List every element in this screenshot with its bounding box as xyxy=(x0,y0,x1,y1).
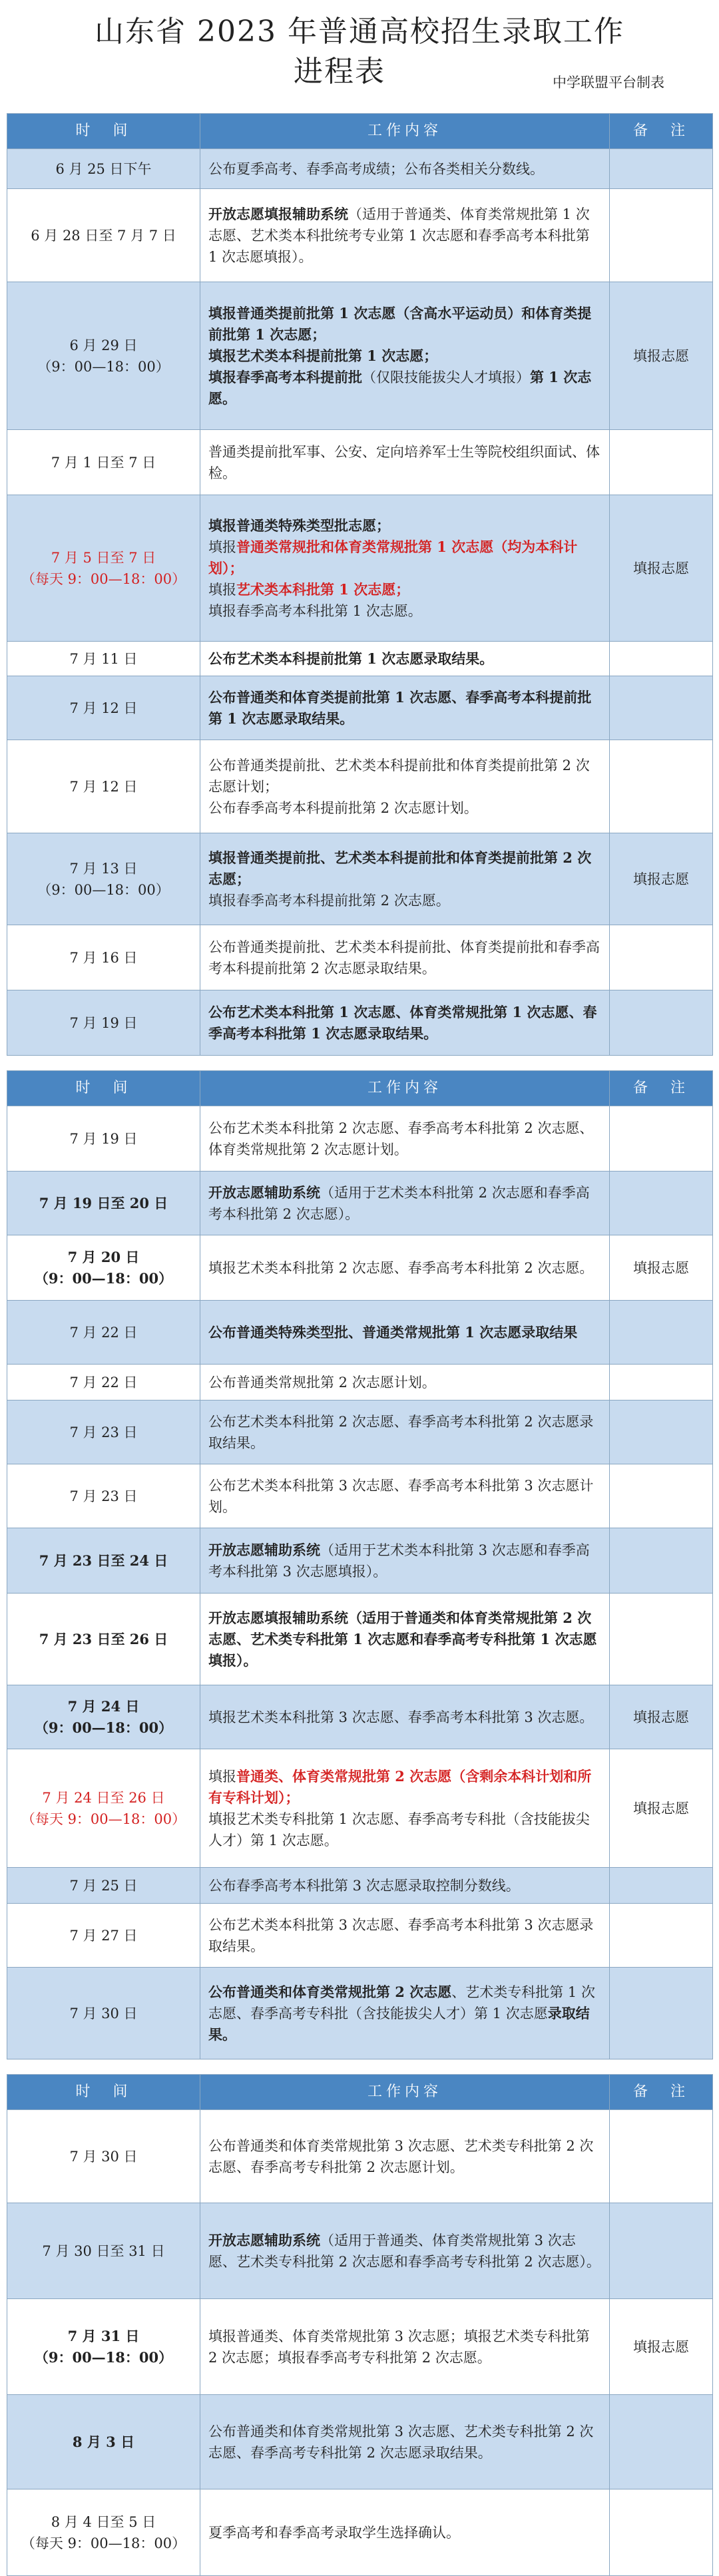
time-text: （每天 9：00—18：00） xyxy=(21,1811,186,1827)
cell-content xyxy=(200,282,610,430)
cell-time xyxy=(7,1301,200,1365)
cell-content xyxy=(200,833,610,925)
content-paragraph xyxy=(208,2135,601,2178)
content-text: 填报艺术类专科批第 1 次志愿、春季高考专科批（含技能拔尖人才）第 1 次志愿。 xyxy=(208,1811,590,1848)
content-text: 填报艺术类本科提前批第 1 次志愿； xyxy=(208,347,438,364)
cell-content xyxy=(200,1235,610,1301)
time-text: 7 月 11 日 xyxy=(69,650,138,667)
table-row xyxy=(7,2489,713,2576)
table-row xyxy=(7,1528,713,1594)
cell-time xyxy=(7,189,200,282)
content-paragraph xyxy=(208,537,601,579)
content-text: 公布艺术类本科批第 2 次志愿、春季高考本科批第 2 次志愿、体育类常规批第 2 次志愿计划。 xyxy=(208,1120,594,1158)
content-paragraph xyxy=(208,1914,601,1957)
cell-note xyxy=(610,189,713,282)
cell-note xyxy=(610,1904,713,1968)
content-text: 公布春季高考本科批第 3 次志愿录取控制分数线。 xyxy=(208,1877,520,1894)
time-text: 8 月 4 日至 5 日 xyxy=(51,2513,156,2530)
table-header-row xyxy=(7,114,713,149)
cell-note xyxy=(610,740,713,833)
table-row xyxy=(7,1594,713,1685)
content-text: （适用于普通类、体育类常规批第 1 次志愿、艺术类本科批统考专业第 1 次志愿和春季高考本科批第 1 次志愿填报）。 xyxy=(208,206,590,265)
content-paragraph xyxy=(208,1809,601,1851)
cell-note xyxy=(610,1400,713,1464)
cell-time xyxy=(7,2395,200,2489)
schedule-table xyxy=(7,1070,713,2059)
content-text: 公布艺术类本科批第 3 次志愿、春季高考本科批第 3 次志愿录取结果。 xyxy=(208,1916,594,1954)
table-row xyxy=(7,642,713,676)
cell-content xyxy=(200,990,610,1056)
time-text: 8 月 3 日 xyxy=(72,2433,135,2450)
content-paragraph xyxy=(208,937,601,979)
cell-content xyxy=(200,925,610,990)
cell-note xyxy=(610,1968,713,2059)
cell-note xyxy=(610,2110,713,2203)
table-header-row xyxy=(7,1071,713,1106)
cell-content xyxy=(200,1464,610,1528)
cell-time xyxy=(7,642,200,676)
cell-note xyxy=(610,2395,713,2489)
content-paragraph xyxy=(208,890,601,911)
cell-content xyxy=(200,495,610,642)
cell-note: 填报志愿 xyxy=(610,1685,713,1749)
column-header-note: 备 注 xyxy=(610,2075,713,2110)
content-text: 普通类提前批军事、公安、定向培养军士生等院校组织面试、体检。 xyxy=(208,443,600,481)
cell-note xyxy=(610,1594,713,1685)
content-paragraph xyxy=(208,1766,601,1809)
content-text: 公布普通类常规批第 2 次志愿计划。 xyxy=(208,1374,436,1391)
table-row xyxy=(7,495,713,642)
cell-time xyxy=(7,1464,200,1528)
table-row xyxy=(7,1685,713,1749)
content-paragraph xyxy=(208,441,601,484)
cell-time xyxy=(7,990,200,1056)
content-paragraph xyxy=(208,158,601,180)
time-text: 7 月 30 日 xyxy=(69,2148,138,2165)
content-paragraph xyxy=(208,1182,601,1225)
document-header xyxy=(0,0,719,113)
table-row xyxy=(7,1464,713,1528)
content-paragraph xyxy=(208,648,601,670)
content-text: 填报 xyxy=(208,538,236,555)
time-text: 7 月 19 日至 20 日 xyxy=(39,1194,168,1211)
cell-note xyxy=(610,925,713,990)
time-text: 7 月 16 日 xyxy=(69,949,138,966)
content-text: 填报普通类、体育类常规批第 3 次志愿；填报艺术类专科批第 2 次志愿；填报春季高考专科批第 2 次志愿。 xyxy=(208,2328,590,2366)
content-text: 填报艺术类本科批第 3 次志愿、春季高考本科批第 3 次志愿。 xyxy=(208,1709,594,1725)
content-text: 公布普通类和体育类常规批第 3 次志愿、艺术类专科批第 2 次志愿、春季高考专科批第 2 次志愿录取结果。 xyxy=(208,2423,594,2461)
content-paragraph xyxy=(208,204,601,268)
content-paragraph xyxy=(208,1475,601,1518)
table-row xyxy=(7,2203,713,2299)
content-paragraph xyxy=(208,755,601,797)
table-row xyxy=(7,282,713,430)
cell-time xyxy=(7,740,200,833)
time-text: 6 月 28 日至 7 月 7 日 xyxy=(31,227,176,244)
table-row xyxy=(7,2110,713,2203)
cell-note: 填报志愿 xyxy=(610,495,713,642)
cell-note xyxy=(610,2203,713,2299)
table-row xyxy=(7,1868,713,1904)
cell-content xyxy=(200,1685,610,1749)
column-header-note: 备 注 xyxy=(610,114,713,149)
content-paragraph xyxy=(208,847,601,890)
content-text: 开放志愿填报辅助系统 xyxy=(208,205,348,222)
time-text: 7 月 20 日 xyxy=(67,1248,140,1265)
content-text: （适用于普通类、体育类常规批第 3 次志愿、艺术类专科批第 2 次志愿和春季高考专科批第 2 次志愿）。 xyxy=(208,2232,600,2270)
cell-note xyxy=(610,430,713,495)
table-row xyxy=(7,2395,713,2489)
time-text: （9：00—18：00） xyxy=(34,1719,173,1736)
time-text: 7 月 23 日 xyxy=(69,1424,138,1440)
column-header-content: 工作内容 xyxy=(200,114,610,149)
content-text: 公布普通类和体育类常规批第 2 次志愿 xyxy=(208,1983,452,2000)
cell-time xyxy=(7,676,200,740)
cell-time xyxy=(7,2299,200,2395)
cell-content xyxy=(200,1868,610,1904)
cell-content xyxy=(200,2489,610,2576)
content-paragraph xyxy=(208,2522,601,2543)
cell-note xyxy=(610,676,713,740)
content-paragraph xyxy=(208,1982,601,2045)
time-text: 7 月 1 日至 7 日 xyxy=(51,454,156,471)
cell-time xyxy=(7,1106,200,1172)
content-text: 填报 xyxy=(208,1768,236,1785)
table-row xyxy=(7,833,713,925)
content-text: 第 1 次志愿。 xyxy=(208,368,592,407)
table-row xyxy=(7,676,713,740)
cell-note xyxy=(610,1172,713,1235)
cell-note xyxy=(610,642,713,676)
content-text: 公布春季高考本科提前批第 2 次志愿计划。 xyxy=(208,799,478,816)
cell-note xyxy=(610,1106,713,1172)
table-row xyxy=(7,1235,713,1301)
column-header-time: 时 间 xyxy=(7,1071,200,1106)
content-paragraph xyxy=(208,797,601,819)
content-text: （适用于普通类和体育类常规批第 2 次志愿、艺术类专科批第 1 次志愿和春季高考专科批第 1 次志愿填报）。 xyxy=(208,1609,597,1669)
table-row xyxy=(7,1365,713,1400)
cell-time xyxy=(7,282,200,430)
time-text: 6 月 29 日 xyxy=(69,337,138,353)
column-header-note: 备 注 xyxy=(610,1071,713,1106)
content-paragraph xyxy=(208,367,601,409)
content-text: 录取结果。 xyxy=(208,2004,590,2043)
content-text: 公布普通类和体育类常规批第 3 次志愿、艺术类专科批第 2 次志愿、春季高考专科批第 2 次志愿计划。 xyxy=(208,2137,594,2175)
cell-time xyxy=(7,149,200,189)
table-row xyxy=(7,1301,713,1365)
content-paragraph xyxy=(208,1875,601,1896)
cell-note: 填报志愿 xyxy=(610,833,713,925)
column-header-time: 时 间 xyxy=(7,2075,200,2110)
time-text: 7 月 24 日 xyxy=(67,1697,140,1715)
cell-note xyxy=(610,990,713,1056)
cell-content xyxy=(200,1904,610,1968)
content-paragraph xyxy=(208,687,601,730)
content-text: 开放志愿辅助系统 xyxy=(208,1183,320,1201)
cell-content xyxy=(200,2203,610,2299)
cell-content xyxy=(200,676,610,740)
cell-time xyxy=(7,1594,200,1685)
content-text: 公布普通类提前批、艺术类本科提前批和体育类提前批第 2 次志愿计划； xyxy=(208,757,590,795)
time-text: （9：00—18：00） xyxy=(37,358,170,375)
table-row xyxy=(7,1106,713,1172)
time-text: （9：00—18：00） xyxy=(37,881,170,898)
table-row xyxy=(7,2299,713,2395)
time-text: 7 月 23 日 xyxy=(69,1488,138,1504)
cell-time xyxy=(7,833,200,925)
content-text: 填报春季高考本科批第 1 次志愿。 xyxy=(208,602,422,619)
document-title-line2: 进程表 xyxy=(294,55,385,89)
content-paragraph xyxy=(208,600,601,622)
cell-content xyxy=(200,430,610,495)
content-paragraph xyxy=(208,1257,601,1279)
time-text: 7 月 19 日 xyxy=(69,1014,138,1031)
cell-content xyxy=(200,1528,610,1594)
schedule-table xyxy=(7,113,713,1056)
column-header-content: 工作内容 xyxy=(200,1071,610,1106)
cell-content xyxy=(200,149,610,189)
content-text: 公布艺术类本科批第 3 次志愿、春季高考本科批第 3 次志愿计划。 xyxy=(208,1477,594,1515)
content-text: 公布艺术类本科批第 1 次志愿、体育类常规批第 1 次志愿、春季高考本科批第 1 次志愿录取结果。 xyxy=(208,1003,597,1042)
content-text: 开放志愿填报辅助系统 xyxy=(208,1609,348,1626)
content-text: 开放志愿辅助系统 xyxy=(208,1541,320,1558)
cell-content xyxy=(200,189,610,282)
time-text: 7 月 13 日 xyxy=(69,860,138,877)
cell-time xyxy=(7,1235,200,1301)
time-text: 7 月 19 日 xyxy=(69,1130,138,1147)
time-text: （每天 9：00—18：00） xyxy=(21,2535,186,2551)
time-text: 6 月 25 日下午 xyxy=(55,160,152,177)
content-text: 填报春季高考本科提前批第 2 次志愿。 xyxy=(208,892,450,909)
cell-note xyxy=(610,1464,713,1528)
content-text: 填报春季高考本科提前批 xyxy=(208,368,362,385)
cell-note xyxy=(610,2489,713,2576)
time-text: 7 月 12 日 xyxy=(69,778,138,795)
time-text: 7 月 25 日 xyxy=(69,1877,138,1894)
time-text: 7 月 31 日 xyxy=(67,2327,140,2344)
cell-content xyxy=(200,1749,610,1868)
time-text: 7 月 30 日至 31 日 xyxy=(42,2243,165,2259)
table-row xyxy=(7,740,713,833)
content-paragraph xyxy=(208,579,601,600)
cell-time xyxy=(7,2203,200,2299)
cell-time xyxy=(7,1172,200,1235)
content-paragraph xyxy=(208,1372,601,1393)
table-row xyxy=(7,990,713,1056)
table-row xyxy=(7,1749,713,1868)
cell-note xyxy=(610,149,713,189)
time-text: （9：00—18：00） xyxy=(34,1269,173,1287)
cell-note: 填报志愿 xyxy=(610,282,713,430)
schedule-table xyxy=(7,2074,713,2576)
cell-note xyxy=(610,1301,713,1365)
cell-content xyxy=(200,2299,610,2395)
table-row xyxy=(7,1968,713,2059)
cell-time xyxy=(7,495,200,642)
cell-time xyxy=(7,1400,200,1464)
content-paragraph xyxy=(208,1002,601,1044)
time-text: 7 月 12 日 xyxy=(69,700,138,716)
content-text: 填报艺术类本科批第 2 次志愿、春季高考本科批第 2 次志愿。 xyxy=(208,1259,594,1276)
table-header-row xyxy=(7,2075,713,2110)
content-paragraph xyxy=(208,1608,601,1671)
cell-content xyxy=(200,2395,610,2489)
content-text: （仅限技能拔尖人才填报） xyxy=(362,369,530,385)
cell-time xyxy=(7,1528,200,1594)
content-text: 公布普通类特殊类型批、普通类常规批第 1 次志愿录取结果 xyxy=(208,1323,578,1341)
cell-note: 填报志愿 xyxy=(610,2299,713,2395)
cell-time xyxy=(7,1365,200,1400)
content-paragraph xyxy=(208,1707,601,1728)
content-paragraph xyxy=(208,2326,601,2368)
content-paragraph xyxy=(208,2230,601,2272)
time-text: 7 月 24 日至 26 日 xyxy=(42,1789,165,1806)
content-text: 公布普通类提前批、艺术类本科提前批、体育类提前批和春季高考本科提前批第 2 次志愿录取结果。 xyxy=(208,939,600,976)
cell-content xyxy=(200,1172,610,1235)
cell-time xyxy=(7,925,200,990)
time-text: （每天 9：00—18：00） xyxy=(21,570,186,587)
cell-time xyxy=(7,1868,200,1904)
cell-content xyxy=(200,1301,610,1365)
content-text: 、艺术类专科批第 1 次志愿、春季高考专科批（含技能拔尖人才）第 1 次志愿 xyxy=(208,1984,595,2022)
table-row xyxy=(7,925,713,990)
schedule-tables xyxy=(0,113,719,2576)
content-text: 公布艺术类本科提前批第 1 次志愿录取结果。 xyxy=(208,650,494,667)
column-header-content: 工作内容 xyxy=(200,2075,610,2110)
table-row xyxy=(7,189,713,282)
cell-content xyxy=(200,1594,610,1685)
document-maker: 中学联盟平台制表 xyxy=(553,75,664,91)
content-paragraph xyxy=(208,1411,601,1454)
cell-time xyxy=(7,1904,200,1968)
cell-note xyxy=(610,1868,713,1904)
cell-content xyxy=(200,1400,610,1464)
cell-note: 填报志愿 xyxy=(610,1235,713,1301)
time-text: 7 月 22 日 xyxy=(69,1324,138,1341)
time-text: 7 月 22 日 xyxy=(69,1374,138,1391)
content-paragraph xyxy=(208,1118,601,1160)
content-text: 艺术类本科批第 1 次志愿； xyxy=(236,580,410,598)
table-row xyxy=(7,1400,713,1464)
content-paragraph xyxy=(208,1540,601,1582)
time-text: （9：00—18：00） xyxy=(34,2348,173,2366)
cell-time xyxy=(7,1968,200,2059)
content-text: 填报 xyxy=(208,581,236,598)
cell-content xyxy=(200,2110,610,2203)
table-row xyxy=(7,149,713,189)
content-text: 填报普通类提前批、艺术类本科提前批和体育类提前批第 2 次志愿； xyxy=(208,849,592,887)
cell-content xyxy=(200,1106,610,1172)
content-text: 普通类、体育类常规批第 2 次志愿（含剩余本科计划和所有专科计划）； xyxy=(208,1767,592,1806)
cell-time xyxy=(7,2110,200,2203)
time-text: 7 月 30 日 xyxy=(69,2005,138,2022)
content-paragraph xyxy=(208,1322,601,1343)
cell-note xyxy=(610,1528,713,1594)
time-text: 7 月 5 日至 7 日 xyxy=(51,549,156,566)
column-header-time: 时 间 xyxy=(7,114,200,149)
time-text: 7 月 23 日至 26 日 xyxy=(39,1630,168,1647)
cell-note: 填报志愿 xyxy=(610,1749,713,1868)
content-text: 开放志愿辅助系统 xyxy=(208,2231,320,2249)
cell-time xyxy=(7,2489,200,2576)
content-text: 填报普通类提前批第 1 次志愿（含高水平运动员）和体育类提前批第 1 次志愿； xyxy=(208,304,592,343)
content-paragraph xyxy=(208,515,601,537)
content-paragraph xyxy=(208,303,601,345)
content-text: 公布夏季高考、春季高考成绩；公布各类相关分数线。 xyxy=(208,160,544,177)
content-text: 公布艺术类本科批第 2 次志愿、春季高考本科批第 2 次志愿录取结果。 xyxy=(208,1413,594,1451)
cell-time xyxy=(7,430,200,495)
cell-note xyxy=(610,1365,713,1400)
content-text: 夏季高考和春季高考录取学生选择确认。 xyxy=(208,2524,460,2541)
content-text: 公布普通类和体育类提前批第 1 次志愿、春季高考本科提前批第 1 次志愿录取结果。 xyxy=(208,688,592,727)
cell-time xyxy=(7,1685,200,1749)
cell-content xyxy=(200,1968,610,2059)
document-title-line1: 山东省 2023 年普通高校招生录取工作 xyxy=(95,15,624,49)
table-row xyxy=(7,1904,713,1968)
content-text: （适用于艺术类本科批第 2 次志愿和春季高考本科批第 2 次志愿）。 xyxy=(208,1184,590,1222)
cell-time xyxy=(7,1749,200,1868)
time-text: 7 月 23 日至 24 日 xyxy=(39,1552,168,1569)
cell-content xyxy=(200,1365,610,1400)
content-text: （适用于艺术类本科批第 3 次志愿和春季高考本科批第 3 次志愿填报）。 xyxy=(208,1542,590,1580)
content-paragraph xyxy=(208,345,601,367)
table-row xyxy=(7,1172,713,1235)
cell-content xyxy=(200,642,610,676)
content-paragraph xyxy=(208,2421,601,2464)
table-row xyxy=(7,430,713,495)
cell-content xyxy=(200,740,610,833)
content-text: 填报普通类特殊类型批志愿； xyxy=(208,517,390,534)
time-text: 7 月 27 日 xyxy=(69,1927,138,1944)
content-text: 普通类常规批和体育类常规批第 1 次志愿（均为本科计划）； xyxy=(208,538,578,576)
